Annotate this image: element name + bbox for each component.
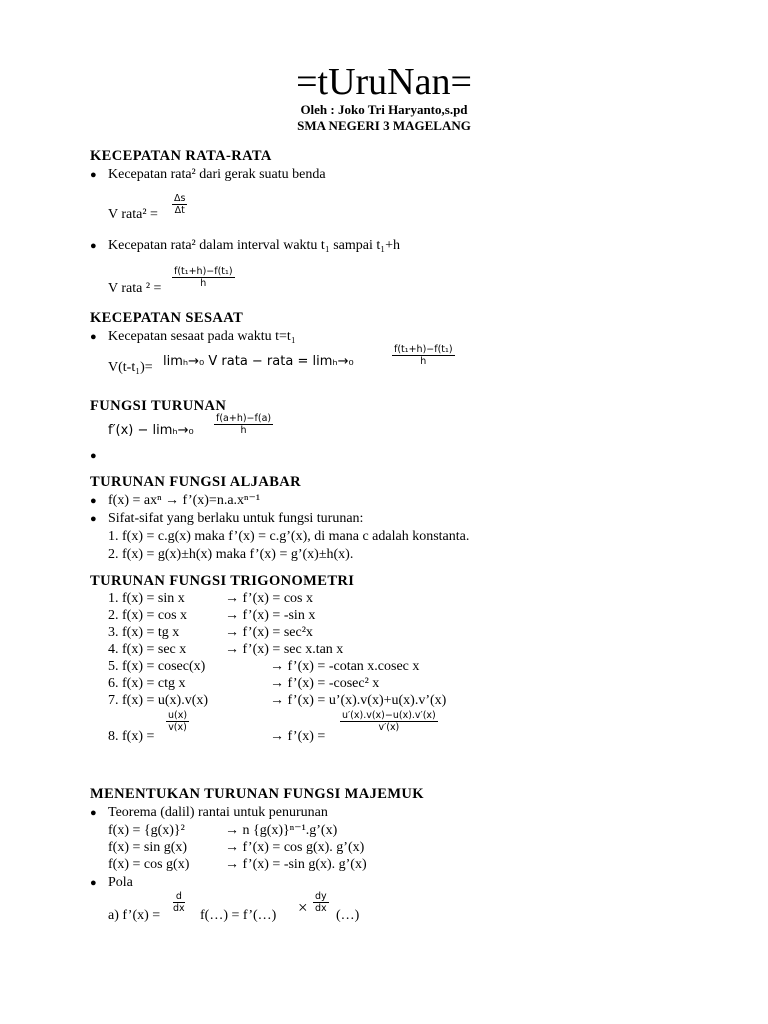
bullet-icon: ● [90, 513, 97, 525]
trig-item-rhs: → f’(x) = sec²x [225, 625, 313, 640]
school-line: SMA NEGERI 3 MAGELANG [297, 118, 471, 133]
trig-item-8-fraction [166, 710, 189, 733]
s2-formula-fraction [392, 344, 455, 367]
s1-formula-2-lhs: V rata ² = [108, 281, 162, 296]
s1-formula-1-lhs: V rata² = [108, 207, 158, 222]
s1-f1-num: Δs [174, 193, 186, 204]
bullet-icon: ● [90, 331, 97, 343]
trig-item-lhs: 3. f(x) = tg x [108, 625, 180, 640]
s1-f2-den: h [200, 278, 207, 289]
heading-turunan-fungsi-trigonometri: TURUNAN FUNGSI TRIGONOMETRI [90, 573, 355, 589]
pola-a-label: a) f’(x) = [108, 908, 161, 923]
s1-formula-1-fraction [172, 193, 187, 216]
s3-f-num: f(a+h)−f(a) [216, 413, 272, 424]
trig-8-den: v(x) [168, 722, 187, 733]
chain-row-lhs: f(x) = sin g(x) [108, 840, 188, 855]
pola-d-dx-fraction [173, 891, 185, 914]
s2-formula-limit: limₕ→₀ V rata − rata = limₕ→₀ [163, 354, 354, 369]
trig-item-rhs: → f’(x) = -cotan x.cosec x [270, 659, 420, 674]
chain-row-lhs: f(x) = cos g(x) [108, 857, 190, 872]
trig-item-8-result-fraction [340, 710, 438, 733]
trig-item-rhs: → f’(x) = sec x.tan x [225, 642, 344, 657]
s4-bullet-1: f(x) = axⁿ → f’(x)=n.a.xⁿ⁻¹ [108, 493, 261, 508]
trig-item-lhs: 2. f(x) = cos x [108, 608, 188, 623]
pola-d-den: dx [173, 903, 185, 914]
bullet-icon: ● [90, 450, 97, 462]
trig-item-lhs: 7. f(x) = u(x).v(x) [108, 693, 209, 708]
s1-f2-num: f(t₁+h)−f(t₁) [174, 266, 233, 277]
author-line: Oleh : Joko Tri Haryanto,s.pd [300, 102, 468, 117]
s3-f-den: h [240, 425, 247, 436]
s4-item-1: 1. f(x) = c.g(x) maka f’(x) = c.g’(x), di mana c adalah konstanta. [108, 529, 470, 544]
s6-bullet-2: Pola [108, 875, 133, 890]
s4-bullet-2: Sifat-sifat yang berlaku untuk fungsi turunan: [108, 511, 364, 526]
trig-item-lhs: 6. f(x) = ctg x [108, 676, 186, 691]
pola-dy-num: dy [315, 891, 327, 902]
s2-bullet-1: Kecepatan sesaat pada waktu t=t₁ [108, 329, 296, 344]
trig-item-8-rhs: → f’(x) = [270, 729, 326, 744]
trig-item-lhs: 5. f(x) = cosec(x) [108, 659, 206, 674]
s1-formula-2-fraction [172, 266, 235, 289]
trig-item-rhs: → f’(x) = -sin x [225, 608, 316, 623]
trig-item-lhs: 4. f(x) = sec x [108, 642, 187, 657]
trig-item-rhs: → f’(x) = cos x [225, 591, 313, 606]
trig-8-num: u(x) [168, 710, 188, 721]
trig-item-rhs: → f’(x) = u’(x).v(x)+u(x).v’(x) [270, 693, 447, 708]
trig-item-8-lhs: 8. f(x) = [108, 729, 155, 744]
chain-row-rhs: → n {g(x)}ⁿ⁻¹.g’(x) [225, 823, 338, 838]
chain-row-rhs: → f’(x) = -sin g(x). g’(x) [225, 857, 367, 872]
s1-bullet-1: Kecepatan rata² dari gerak suatu benda [108, 167, 326, 182]
times-icon: × [298, 898, 308, 917]
heading-turunan-fungsi-aljabar: TURUNAN FUNGSI ALJABAR [90, 474, 302, 490]
chain-row-rhs: → f’(x) = cos g(x). g’(x) [225, 840, 365, 855]
s1-f1-den: Δt [174, 205, 185, 216]
s3-formula-fraction [214, 413, 273, 436]
trig-8-result-den: v′(x) [378, 722, 400, 733]
bullet-icon: ● [90, 495, 97, 507]
pola-middle: f(…) = f’(…) [200, 908, 277, 923]
trig-item-rhs: → f’(x) = -cosec² x [270, 676, 380, 691]
heading-turunan-fungsi-majemuk: MENENTUKAN TURUNAN FUNGSI MAJEMUK [90, 786, 424, 802]
trig-8-result-num: u′(x).v(x)−u(x).v′(x) [342, 710, 436, 721]
heading-kecepatan-rata-rata: KECEPATAN RATA-RATA [90, 148, 272, 164]
trig-item-lhs: 1. f(x) = sin x [108, 591, 185, 606]
s2-f-num: f(t₁+h)−f(t₁) [394, 344, 453, 355]
bullet-icon: ● [90, 240, 97, 252]
bullet-icon: ● [90, 169, 97, 181]
pola-dy-dx-fraction [313, 891, 329, 914]
page-title: =tUruNan= [296, 61, 472, 103]
s4-item-2: 2. f(x) = g(x)±h(x) maka f’(x) = g’(x)±h(x). [108, 547, 354, 562]
s2-formula-lhs: V(t-t₁)= [108, 360, 153, 375]
s6-bullet-1: Teorema (dalil) rantai untuk penurunan [108, 805, 328, 820]
pola-d-num: d [175, 891, 182, 902]
chain-row-lhs: f(x) = {g(x)}² [108, 823, 185, 838]
pola-end: (…) [336, 908, 360, 923]
heading-kecepatan-sesaat: KECEPATAN SESAAT [90, 310, 244, 326]
bullet-icon: ● [90, 807, 97, 819]
s3-formula-lhs: f′(x) − limₕ→₀ [108, 423, 194, 438]
s1-bullet-2: Kecepatan rata² dalam interval waktu t₁ sampai t₁+h [108, 238, 401, 253]
heading-fungsi-turunan: FUNGSI TURUNAN [90, 398, 227, 414]
pola-dy-den: dx [315, 903, 327, 914]
s2-f-den: h [420, 356, 427, 367]
bullet-icon: ● [90, 877, 97, 889]
